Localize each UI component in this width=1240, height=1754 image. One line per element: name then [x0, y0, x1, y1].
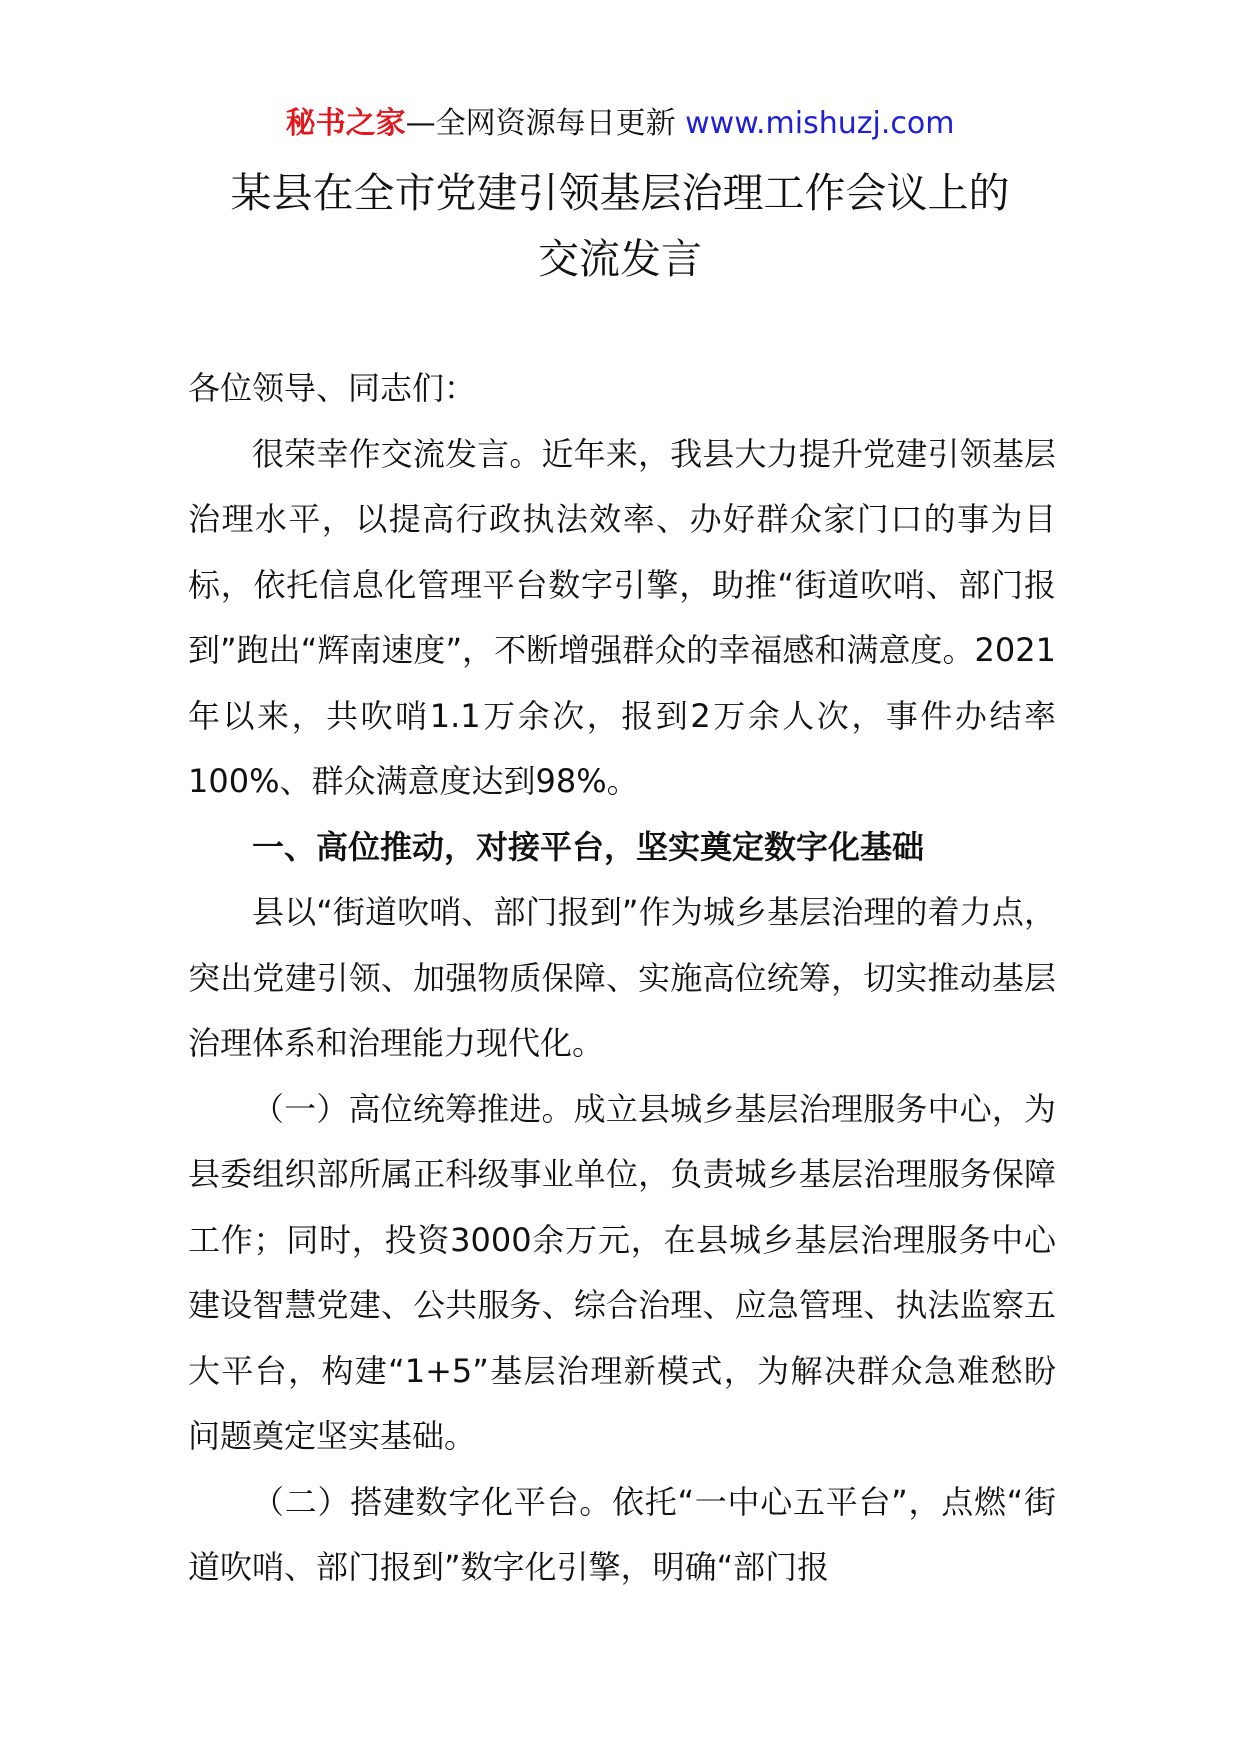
website-link[interactable]: www.mishuzj.com	[685, 106, 955, 141]
document-body	[188, 356, 1056, 1601]
salutation: 各位领导、同志们：	[188, 369, 477, 407]
paragraph-intro: 很荣幸作交流发言。近年来，我县大力提升党建引领基层治理水平，以提高行政执法效率、办好群众家门口的事为目标，依托信息化管理平台数字引擎，助推“街道吹哨、部门报到”跑出“辉南速度”，不断增强群众的幸福感和满意度。2021年以来，共吹哨1.1万余次，报到2万余人次，事件办结率100%、群众满意度达到98%。	[188, 434, 1056, 800]
paragraph-section-1: 县以“街道吹哨、部门报到”作为城乡基层治理的着力点，突出党建引领、加强物质保障、实施高位统筹，切实推动基层治理体系和治理能力现代化。	[188, 893, 1056, 1062]
watermark-header	[0, 102, 1240, 146]
paragraph-subsection-2: （二）搭建数字化平台。依托“一中心五平台”，点燃“街道吹哨、部门报到”数字化引擎，明确“部门报	[188, 1482, 1056, 1586]
title-line-2: 交流发言	[538, 235, 702, 283]
paragraph-subsection-1: （一）高位统筹推进。成立县城乡基层治理服务中心，为县委组织部所属正科级事业单位，负责城乡基层治理服务保障工作；同时，投资3000余万元，在县城乡基层治理服务中心建设智慧党建、公共服务、综合治理、应急管理、执法监察五大平台，构建“1+5”基层治理新模式，为解决群众急难愁盼问题奠定坚实基础。	[188, 1089, 1056, 1455]
title-line-1: 某县在全市党建引领基层治理工作会议上的	[230, 169, 1010, 217]
section-heading-1: 一、高位推动，对接平台，坚实奠定数字化基础	[252, 827, 925, 866]
document-title	[0, 160, 1240, 292]
brand-name: 秘书之家	[285, 106, 406, 141]
header-slogan: —全网资源每日更新	[405, 106, 676, 141]
